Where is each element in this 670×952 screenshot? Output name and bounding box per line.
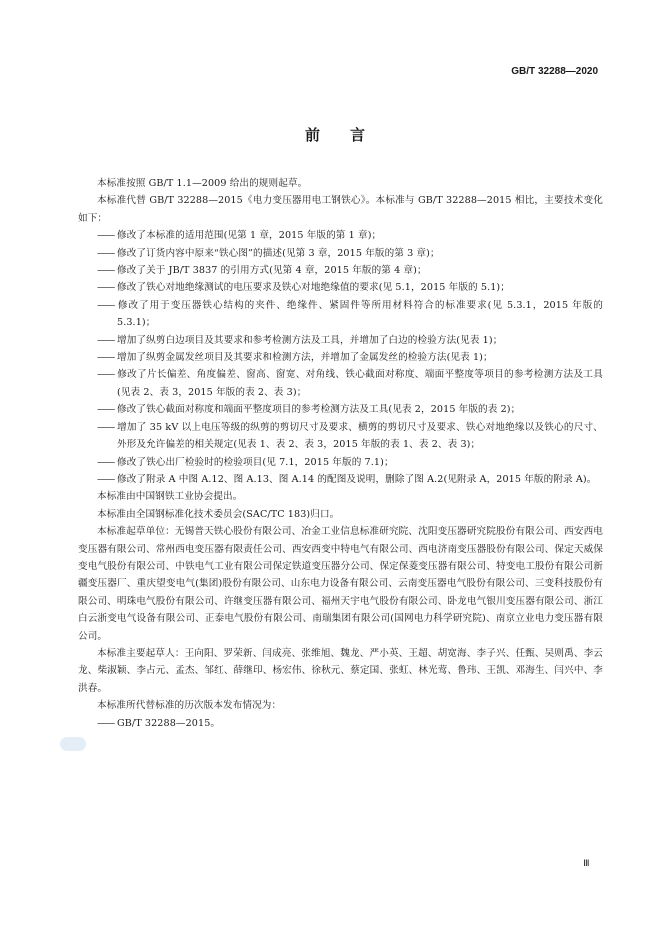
list-dash: —— <box>97 717 115 729</box>
list-item <box>78 349 603 366</box>
list-dash: —— <box>97 352 115 364</box>
list-item <box>78 454 603 471</box>
list-dash: —— <box>97 369 115 381</box>
list-item-text: 修改了本标准的适用范围(见第 1 章，2015 年版的第 1 章)； <box>117 230 382 242</box>
list-item-text: 修改了用于变压器铁心结构的夹件、绝缘件、紧固件等所用材料符合的标准要求(见 5.3.1，2015 年版的 5.3.1)； <box>117 299 603 329</box>
list-dash: —— <box>97 282 115 294</box>
list-item-text: 增加了纵剪白边项目及其要求和参考检测方法及工具，并增加了白边的检验方法(见表 1)； <box>117 334 503 346</box>
list-item-text: 修改了铁心截面对称度和端面平整度项目的参考检测方法及工具(见表 2，2015 年版的表 2)； <box>117 404 521 416</box>
watermark-badge <box>60 737 86 751</box>
history-item-text: GB/T 32288—2015。 <box>117 717 221 729</box>
standard-number: GB/T 32288—2020 <box>511 66 598 77</box>
list-dash: —— <box>97 247 115 259</box>
list-item <box>78 262 603 279</box>
paragraph-replaces: 本标准代替 GB/T 32288—2015《电力变压器用电工钢铁心》。本标准与 GB/T 32288—2015 相比，主要技术变化如下： <box>78 195 603 224</box>
list-item <box>78 366 603 401</box>
list-dash: —— <box>97 404 115 416</box>
list-item <box>78 297 603 332</box>
list-dash: —— <box>97 334 115 346</box>
document-body <box>78 175 603 732</box>
history-item <box>78 715 603 732</box>
list-item <box>78 332 603 349</box>
list-dash: —— <box>97 421 115 433</box>
list-dash: —— <box>97 265 115 277</box>
list-dash: —— <box>97 473 115 485</box>
list-item-text: 修改了铁心出厂检验时的检验项目(见 7.1，2015 年版的 7.1)； <box>117 456 394 468</box>
list-item-text: 修改了附录 A 中图 A.12、图 A.13、图 A.14 的配图及说明，删除了图 A.2(见附录 A，2015 年版的附录 A)。 <box>117 473 597 485</box>
list-item <box>78 227 603 244</box>
list-dash: —— <box>97 230 115 242</box>
list-item <box>78 471 603 488</box>
list-item <box>78 245 603 262</box>
page-number: Ⅲ <box>583 858 590 868</box>
list-item-text: 修改了铁心对地绝缘测试的电压要求及铁心对地绝缘值的要求(见 5.1，2015 年版的 5.1)； <box>117 282 510 294</box>
paragraph-committee: 本标准由全国钢标准化技术委员会(SAC/TC 183)归口。 <box>97 508 340 520</box>
list-item <box>78 279 603 296</box>
paragraph-history-intro: 本标准所代替标准的历次版本发布情况为： <box>97 700 282 712</box>
paragraph-drafting-units: 本标准起草单位：无锡普天铁心股份有限公司、冶金工业信息标准研究院、沈阳变压器研究院股份有限公司、西安西电变压器有限公司、常州西电变压器有限责任公司、西安西变中特电气有限公司、西电济南变压器股份有限公司、保定天威保变电气股份有限公司、中铁电气工业有限公司保定铁道变压器分公司、保定保菱变压器有限公司、特变电工股份有限公司新疆变压器厂、重庆望变电气(集团)股份有限公司、山东电力设备有限公司、云南变压器电气股份有限公司、三变科技股份有限公司、明珠电气股份有限公司、许继变压器有限公司、福州天宇电气股份有限公司、卧龙电气银川变压器有限公司、浙江白云浙变电气设备有限公司、正泰电气股份有限公司、南瑞集团有限公司(国网电力科学研究院)、南京立业电力变压器有限公司。 <box>78 526 603 642</box>
list-item-text: 修改了片长偏差、角度偏差、窗高、窗宽、对角线、铁心截面对称度、端面平整度等项目的参考检测方法及工具(见表 2、表 3，2015 年版的表 2、表 3)； <box>117 369 603 398</box>
list-item-text: 修改了订货内容中原来“铁心图”的描述(见第 3 章，2015 年版的第 3 章)； <box>117 247 440 259</box>
list-item-text: 修改了关于 JB/T 3837 的引用方式(见第 4 章，2015 年版的第 4 章)； <box>117 265 427 277</box>
list-item <box>78 419 603 454</box>
list-item <box>78 401 603 418</box>
paragraph-proposer: 本标准由中国钢铁工业协会提出。 <box>97 491 243 503</box>
list-item-text: 增加了纵剪金属发丝项目及其要求和检测方法，并增加了金属发丝的检验方法(见表 1)； <box>117 352 493 364</box>
list-dash: —— <box>97 456 115 468</box>
paragraph-drafters: 本标准主要起草人：王向阳、罗荣新、闫成亮、张维旭、魏龙、严小英、王超、胡宽海、李子兴、任甄、吴则禹、李云龙、柴淑颖、李占元、孟杰、邹红、薛继印、杨宏伟、徐秋元、蔡定国、张虹、林光莺、鲁玮、王凯、邓海生、闫兴中、李洪春。 <box>78 647 603 694</box>
page-title: 前言 <box>304 126 395 144</box>
list-item-text: 增加了 35 kV 以上电压等级的纵剪的剪切尺寸及要求、横剪的剪切尺寸及要求、铁心对地绝缘以及铁心的尺寸、外形及允许偏差的相关规定(见表 1、表 2、表 3，2015 年版的表 1、表 2、表 3)； <box>117 421 603 451</box>
list-dash: —— <box>97 299 115 311</box>
paragraph-drafting-rules: 本标准按照 GB/T 1.1—2009 给出的规则起草。 <box>97 178 308 189</box>
changes-list <box>78 227 603 488</box>
